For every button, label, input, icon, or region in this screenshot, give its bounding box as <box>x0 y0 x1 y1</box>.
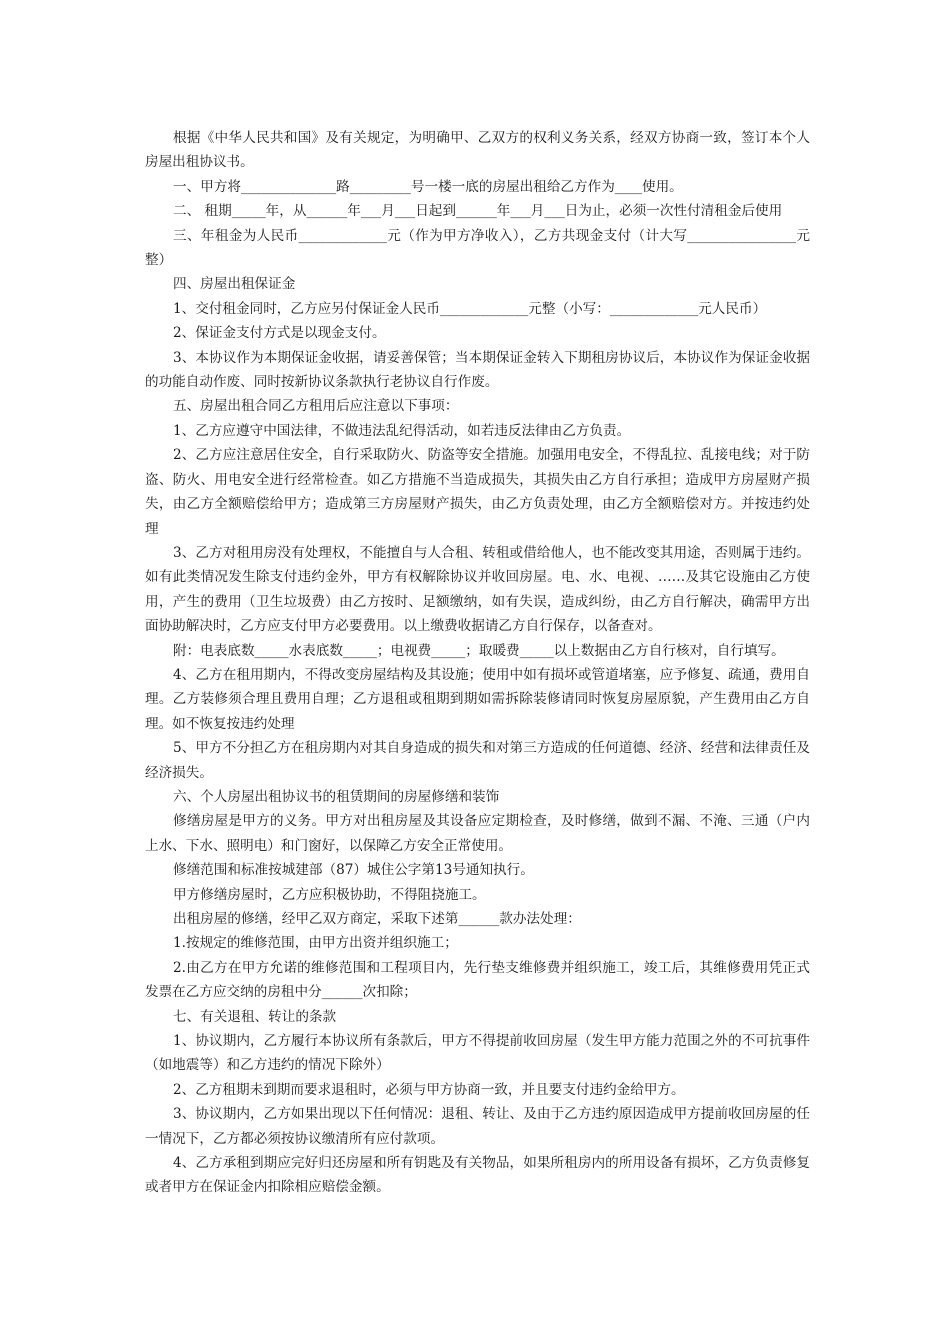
paragraph-clause-1: 一、甲方将______________路_________号一楼一底的房屋出租给乙方作为____使用。 <box>173 178 683 195</box>
paragraph-notes-1: 1、乙方应遵守中国法律，不做违法乱纪得活动，如若违反法律由乙方负责。 <box>173 422 631 439</box>
paragraph-termination-2: 2、乙方租期未到期而要求退租时，必须与甲方协商一致，并且要支付违约金给甲方。 <box>173 1081 685 1098</box>
section-heading-termination: 七、有关退租、转让的条款 <box>173 1008 337 1025</box>
paragraph-deposit-1: 1、交付租金同时，乙方应另付保证金人民币_____________元整（小写：_____________元人民币） <box>173 300 767 317</box>
paragraph-clause-3: 三、年租金为人民币_____________元（作为甲方净收入），乙方共现金支付（计大写________________元整） <box>145 227 810 269</box>
paragraph-termination-1: 1、协议期内，乙方履行本协议所有条款后，甲方不得提前收回房屋（发生甲方能力范围之外的不可抗事件（如地震等）和乙方违约的情况下除外） <box>145 1033 810 1074</box>
paragraph-notes-5: 5、甲方不分担乙方在租房期内对其自身造成的损失和对第三方造成的任何道德、经济、经营和法律责任及经济损失。 <box>145 740 810 781</box>
paragraph-repair-method: 出租房屋的修缮，经甲乙双方商定，采取下述第______款办法处理： <box>173 911 581 927</box>
paragraph-deposit-3: 3、本协议作为本期保证金收据，请妥善保管；当本期保证金转入下期租房协议后，本协议作为保证金收据的功能自动作废、同时按新协议条款执行老协议自行作废。 <box>145 349 810 391</box>
paragraph-notes-4: 4、乙方在租用期内，不得改变房屋结构及其设施；使用中如有损坏或管道堵塞，应予修复、疏通，费用自理。乙方装修须合理且费用自理；乙方退租或租期到期如需拆除装修请同时恢复房屋原貌，产生费用由乙方自理。如不恢复按违约处理 <box>145 666 810 732</box>
contract-document <box>145 126 810 1200</box>
paragraph-notes-2: 2、乙方应注意居住安全，自行采取防火、防盗等安全措施。加强用电安全，不得乱拉、乱接电线；对于防盗、防火、用电安全进行经常检查。如乙方措施不当造成损失，其损失由乙方自行承担；造成甲方房屋财产损失，由乙方全额赔偿给甲方；造成第三方房屋财产损失，由乙方负责处理，由乙方全额赔偿对方。并按违约处理 <box>145 447 810 537</box>
section-heading-repair: 六、个人房屋出租协议书的租赁期间的房屋修缮和装饰 <box>173 788 500 805</box>
paragraph-repair-duty: 修缮房屋是甲方的义务。甲方对出租房屋及其设备应定期检查，及时修缮，做到不漏、不淹、三通（户内上水、下水、照明电）和门窗好，以保障乙方安全正常使用。 <box>145 813 810 854</box>
paragraph-repair-option-1: 1.按规定的维修范围，由甲方出资并组织施工； <box>173 935 458 952</box>
paragraph-notes-meter: 附：电表底数_____水表底数_____；电视费_____；取暖费_____以上数据由乙方自行核对，自行填写。 <box>173 642 785 659</box>
section-heading-notes: 五、房屋出租合同乙方租用后应注意以下事项： <box>173 398 459 415</box>
paragraph-deposit-2: 2、保证金支付方式是以现金支付。 <box>173 325 386 342</box>
paragraph-repair-standard: 修缮范围和标准按城建部（87）城住公字第13号通知执行。 <box>173 862 534 879</box>
paragraph-termination-3: 3、协议期内，乙方如果出现以下任何情况：退租、转让、及由于乙方违约原因造成甲方提前收回房屋的任一情况下，乙方都必须按协议缴清所有应付款项。 <box>145 1106 810 1147</box>
paragraph-intro: 根据《中华人民共和国》及有关规定，为明确甲、乙双方的权利义务关系，经双方协商一致，签订本个人房屋出租协议书。 <box>145 130 810 171</box>
paragraph-termination-4: 4、乙方承租到期应完好归还房屋和所有钥匙及有关物品，如果所租房内的所用设备有损坏，乙方负责修复或者甲方在保证金内扣除相应赔偿金额。 <box>145 1155 810 1196</box>
paragraph-notes-3: 3、乙方对租用房没有处理权，不能擅自与人合租、转租或借给他人，也不能改变其用途，否则属于违约。如有此类情况发生除支付违约金外，甲方有权解除协议并收回房屋。电、水、电视、……及其它设施由乙方使用，产生的费用（卫生垃圾费）由乙方按时、足额缴纳，如有失误，造成纠纷，由乙方自行解决，确需甲方出面协助解决时，乙方应支付甲方必要费用。以上缴费收据请乙方自行保存，以备查对。 <box>145 544 810 635</box>
paragraph-clause-2: 二、 租期_____年，从______年___月___日起到______年___月___日为止，必须一次性付清租金后使用 <box>173 203 783 220</box>
section-heading-deposit: 四、房屋出租保证金 <box>173 276 296 293</box>
paragraph-repair-option-2: 2.由乙方在甲方允诺的维修范围和工程项目内，先行垫支维修费并组织施工，竣工后，其维修费用凭正式发票在乙方应交纳的房租中分______次扣除； <box>145 959 810 1001</box>
paragraph-repair-cooperate: 甲方修缮房屋时，乙方应积极协助，不得阻挠施工。 <box>173 886 486 903</box>
